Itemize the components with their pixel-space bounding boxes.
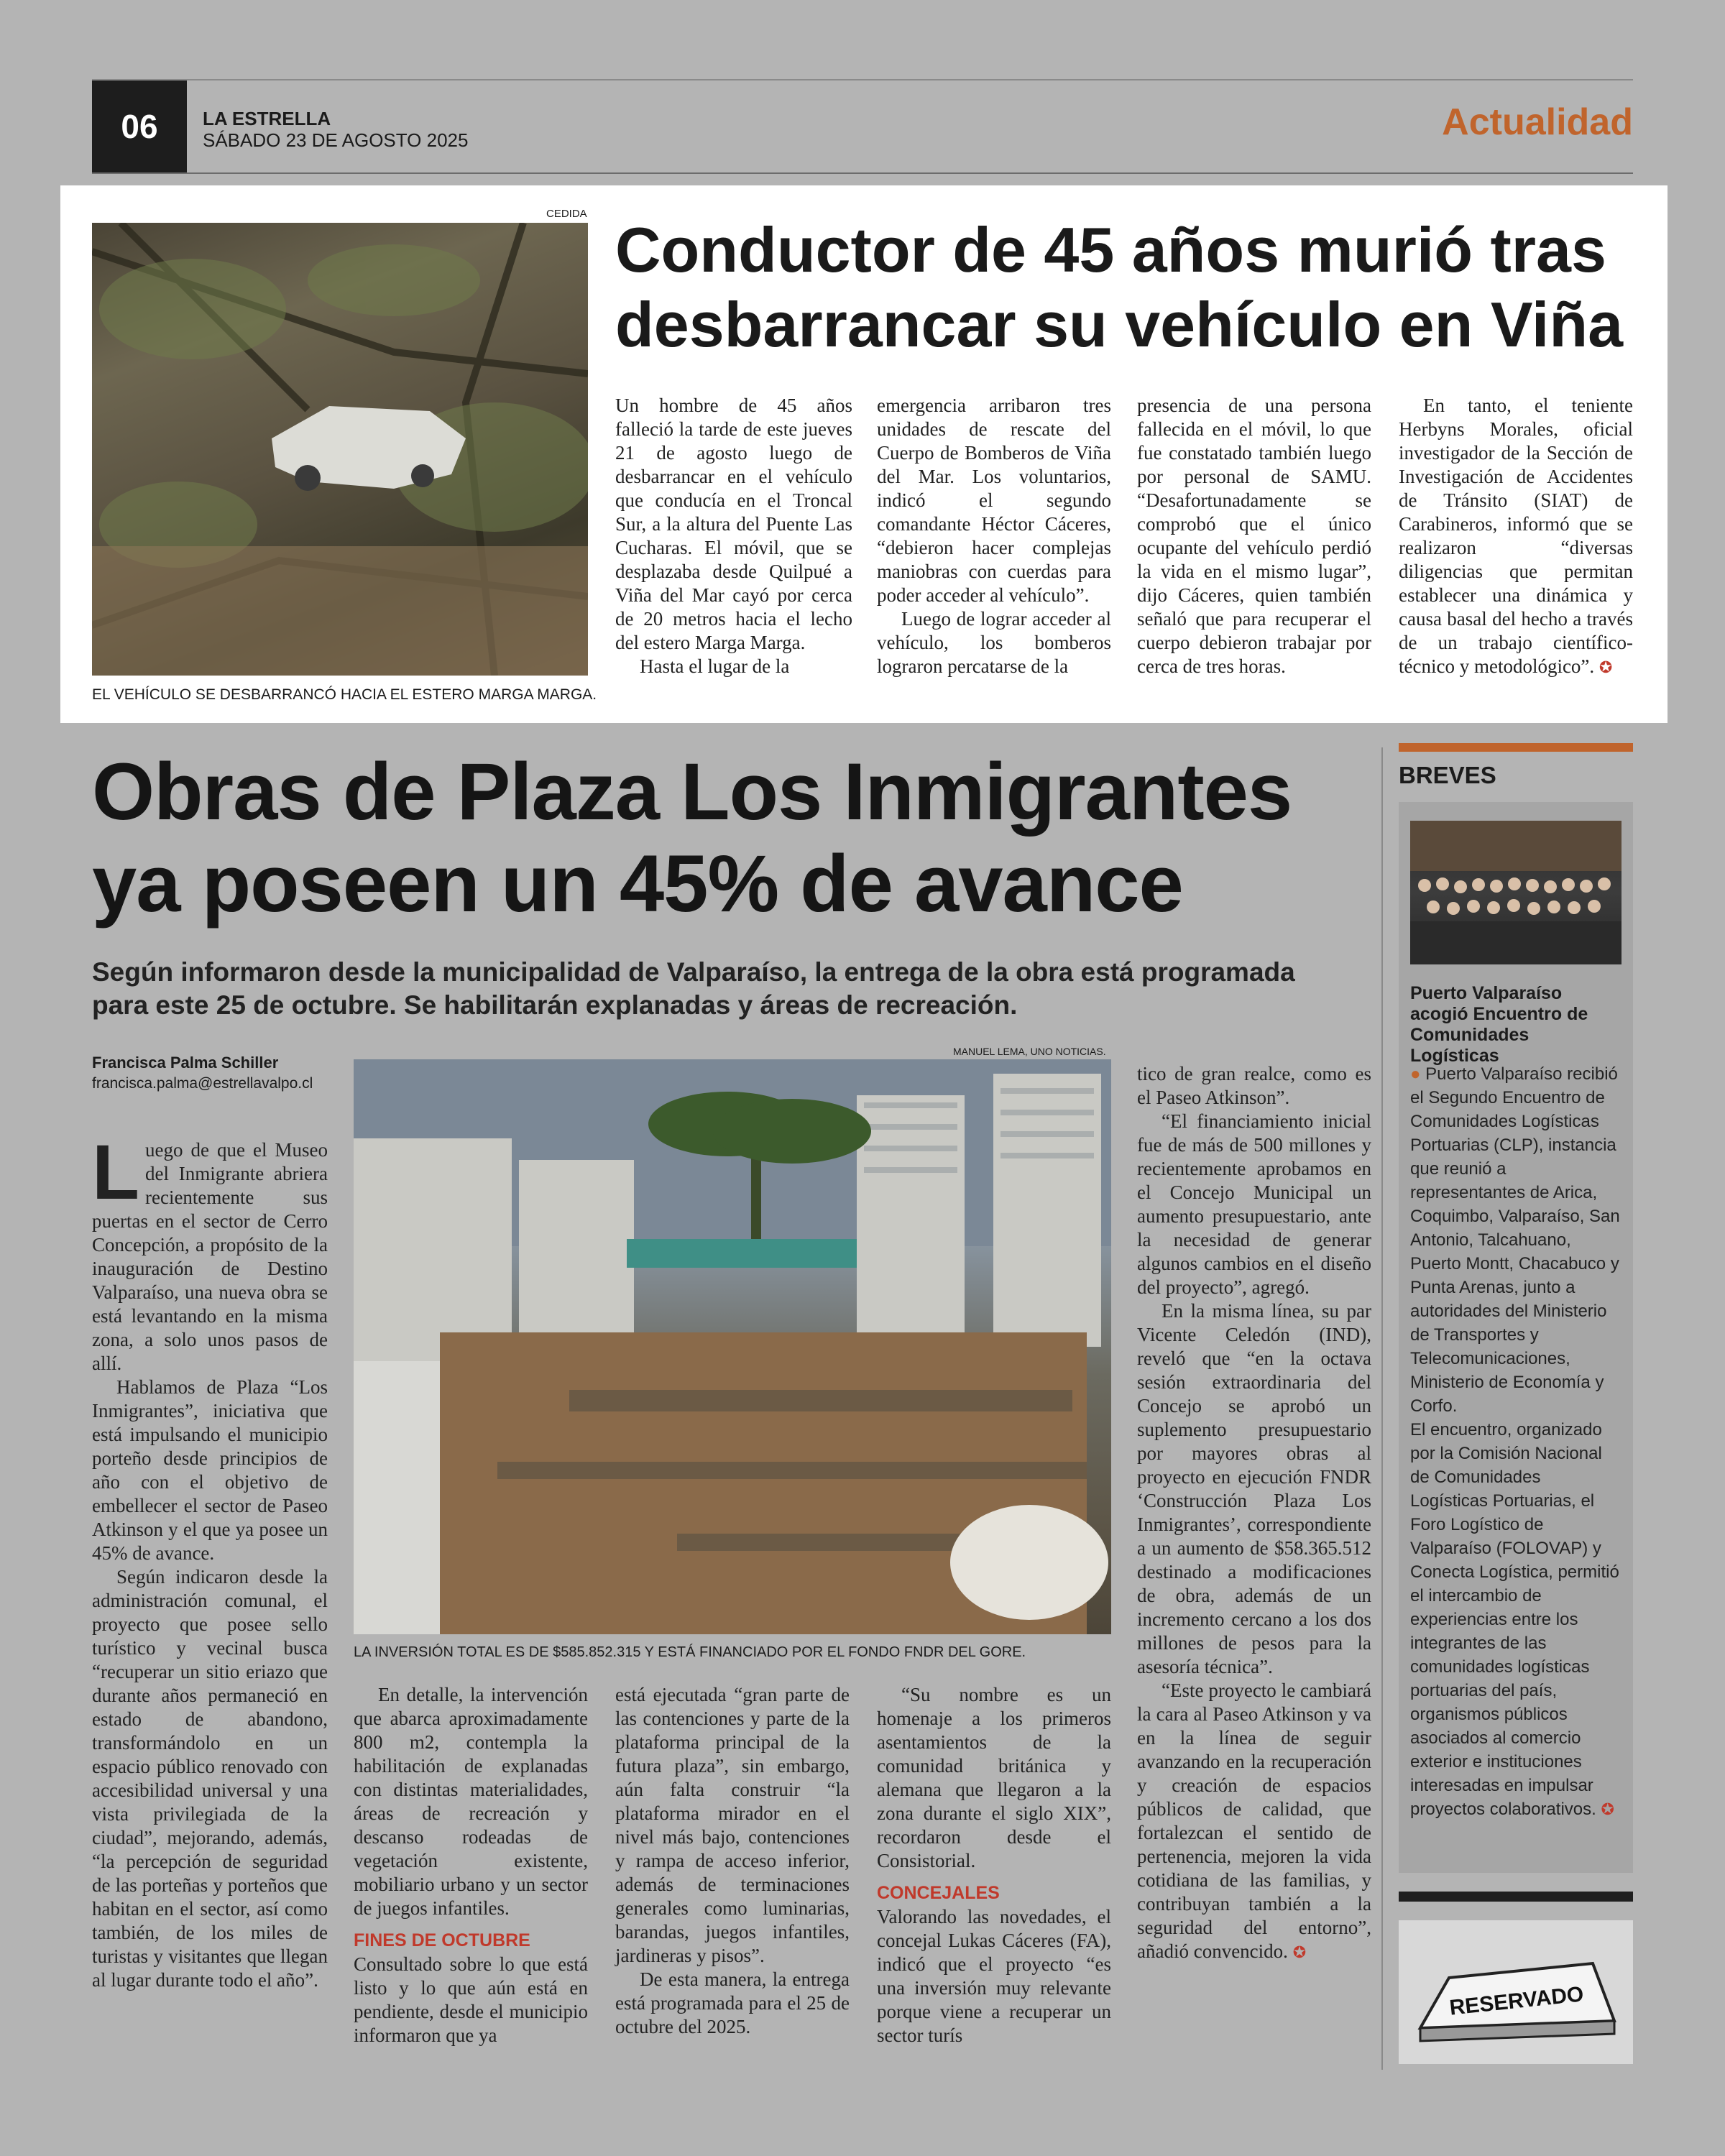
paragraph: Luego de lograr acceder al vehículo, los bomberos lograron percatarse de la	[877, 608, 1111, 677]
top-article-col-3	[1137, 394, 1371, 678]
subheading-fines-de-octubre: FINES DE OCTUBRE	[354, 1930, 530, 1950]
crash-photo	[92, 223, 588, 676]
paragraph: uego de que el Museo del Inmigrante abriera recientemente sus puertas en el sector de Cerro Concepción, a propósito de la inauguración de Destino Valparaíso, una nueva obra se está levantando en la misma zona, a solo unos pasos de allí.	[92, 1139, 328, 1374]
top-article-col-2	[877, 394, 1111, 678]
reserved-sign-label: RESERVADO	[1448, 1982, 1585, 2020]
section-label: Actualidad	[1442, 101, 1633, 143]
header-top-rule	[92, 79, 1633, 80]
paragraph: “Este proyecto le cambiará la cara al Paseo Atkinson y va en la línea de seguir avanzando en la recuperación y creación de espacios públicos de calidad, que fortalezcan el sentido de pertenencia, mejoren la vida cotidiana de las familias, y contribuyan también a la seguridad del entorno”, añadió convencido.	[1137, 1680, 1371, 1962]
breves-body	[1410, 1062, 1622, 1822]
paragraph: Valorando las novedades, el concejal Lukas Cáceres (FA), indicó que el proyecto “es una inversión muy relevante porque viene a recuperar un sector turís	[877, 1906, 1111, 2046]
issue-date: SÁBADO 23 DE AGOSTO 2025	[203, 129, 469, 151]
top-photo-credit: CEDIDA	[546, 208, 587, 220]
top-article-col-4	[1399, 394, 1633, 680]
end-mark-icon: ✪	[1601, 1801, 1614, 1819]
main-article-col-4	[877, 1683, 1111, 2047]
page-number: 06	[92, 80, 187, 172]
paragraph: está ejecutada “gran parte de las contenciones y parte de la plataforma principal de la futura plaza”, sin embargo, aún falta construir “la plataforma mirador en el nivel más bajo, contenciones y rampa de acceso inferior, además de terminaciones generales como luminarias, barandas, juegos infantiles, jardineras y pisos”.	[615, 1684, 850, 1966]
paragraph: Según indicaron desde la administración comunal, el proyecto que posee sello turístico y vecinal busca “recuperar un sitio eriazo que durante años permaneció en estado de abandono, transformándolo en un espacio público renovado con accesibilidad universal y una vista privilegiada de la ciudad”, mejorando, además, “la percepción de seguridad de las porteñas y porteños que habitan en el sector, así como también, de los miles de turistas y visitantes que llegan al lugar durante todo el año”.	[92, 1566, 328, 1991]
main-article-col-5	[1137, 1062, 1371, 1965]
paragraph: emergencia arribaron tres unidades de rescate del Cuerpo de Bomberos de Viña del Mar. Los voluntarios, indicó el segundo comandante Héctor Cáceres, “debieron hacer complejas maniobras con cuerdas para poder acceder al vehículo”.	[877, 395, 1111, 606]
paragraph: El encuentro, organizado por la Comisión Nacional de Comunidades Logísticas Portuarias, el Foro Logístico de Valparaíso (FOLOVAP) y Conecta Logística, permitió el intercambio de experiencias entre los integrantes de las comunidades logísticas portuarias del país, organismos públicos asociados al comercio exterior e instituciones interesadas en impulsar proyectos colaborativos.	[1410, 1420, 1619, 1819]
paragraph: En la misma línea, su par Vicente Celedón (IND), reveló que “en la octava sesión extraordinaria del Concejo se aprobó un suplemento presupuestario por mayores obras al proyecto en ejecución FNDR ‘Construcción Plaza Los Inmigrantes’, correspondiente a un aumento de $58.365.512 destinado a modificaciones de obra, además de un incremento cercano a los dos millones de pesos para la asesoría técnica”.	[1137, 1300, 1371, 1677]
main-photo-credit: MANUEL LEMA, UNO NOTICIAS.	[953, 1046, 1106, 1057]
group-photo	[1410, 821, 1622, 964]
main-photo-caption: LA INVERSIÓN TOTAL ES DE $585.852.315 Y ESTÁ FINANCIADO POR EL FONDO FNDR DEL GORE.	[354, 1644, 1026, 1660]
paragraph: En detalle, la intervención que abarca aproximadamente 800 m2, contempla la habilitación de explanadas con distintas materialidades, áreas de recreación y descanso rodeadas de vegetación existente, mobiliario urbano y un sector de juegos infantiles.	[354, 1684, 588, 1919]
paragraph: presencia de una persona fallecida en el móvil, lo que fue constatado también luego por personal de SAMU. “Desafortunadamente se comprobó que el único ocupante del vehículo perdió la vida en el mismo lugar”, dijo Cáceres, quien también señaló que para recuperar el cuerpo debieron trabajar por cerca de tres horas.	[1137, 395, 1371, 677]
newspaper-name: LA ESTRELLA	[203, 108, 331, 129]
paragraph: En tanto, el teniente Herbyns Morales, oficial investigador de la Sección de Investigación de Accidentes de Tránsito (SIAT) de Carabineros, informó que se realizaron “diversas diligencias que permitan establecer una dinámica y causa basal del hecho a través de un trabajo científico-técnico y metodológico”.	[1399, 395, 1633, 677]
main-headline: Obras de Plaza Los Inmigrantes ya poseen un 45% de avance	[92, 747, 1292, 929]
main-subheadline: Según informaron desde la municipalidad de Valparaíso, la entrega de la obra está programada para este 25 de octubre. Se habilitarán explanadas y áreas de recreación.	[92, 957, 1295, 1020]
end-mark-icon: ✪	[1292, 1944, 1307, 1962]
paragraph: Hasta el lugar de la	[640, 655, 790, 677]
subheading-concejales: CONCEJALES	[877, 1883, 1000, 1903]
sidebar-bottom-bar	[1399, 1892, 1633, 1902]
paragraph: Un hombre de 45 años falleció la tarde de este jueves 21 de agosto luego de desbarrancar en el vehículo que conducía en el Troncal Sur, a la altura del Puente Las Cucharas. El móvil, que se desplazaba desde Quilpué a Viña del Mar cayó por cerca de 20 metros hacia el lecho del estero Marga Marga.	[615, 395, 852, 653]
top-article-col-1	[615, 394, 852, 678]
end-mark-icon: ✪	[1598, 659, 1613, 677]
plaza-construction-photo	[354, 1059, 1111, 1634]
header-rule	[92, 172, 1633, 174]
paragraph: tico de gran realce, como es el Paseo Atkinson”.	[1137, 1063, 1371, 1108]
main-article-col-1	[92, 1128, 328, 1992]
top-photo-caption: EL VEHÍCULO SE DESBARRANCÓ HACIA EL ESTERO MARGA MARGA.	[92, 686, 597, 703]
reserved-box	[1399, 1920, 1633, 2064]
sidebar-divider	[1381, 747, 1383, 2070]
bullet-icon: ●	[1410, 1064, 1421, 1084]
byline-author: Francisca Palma Schiller	[92, 1054, 279, 1072]
dropcap: L	[92, 1128, 139, 1215]
top-headline: Conductor de 45 años murió tras desbarrancar su vehículo en Viña	[615, 214, 1624, 360]
byline-email: francisca.palma@estrellavalpo.cl	[92, 1075, 313, 1092]
paragraph: “Su nombre es un homenaje a los primeros asentamientos de la comunidad británica y alemana que llegaron a la zona durante el siglo XIX”, recordaron desde el Consistorial.	[877, 1684, 1111, 1871]
breves-heading: BREVES	[1399, 762, 1496, 788]
paragraph: “El financiamiento inicial fue de más de 500 millones y recientemente aprobamos en el Concejo Municipal un aumento presupuestario, ante la necesidad de generar algunos cambios en el diseño del proyecto”, agregó.	[1137, 1110, 1371, 1298]
paragraph: Puerto Valparaíso recibió el Segundo Encuentro de Comunidades Logísticas Portuarias (CLP), instancia que reunió a representantes de Arica, Coquimbo, Valparaíso, San Antonio, Talcahuano, Puerto Montt, Chacabuco y Punta Arenas, junto a autoridades del Ministerio de Transportes y Telecomunicaciones, Ministerio de Economía y Corfo.	[1410, 1064, 1620, 1416]
main-article-col-3	[615, 1683, 850, 2039]
main-article-col-2	[354, 1683, 588, 2047]
paragraph: Hablamos de Plaza “Los Inmigrantes”, iniciativa que está impulsando el municipio porteño desde principios de año con el objetivo de embellecer el sector de Paseo Atkinson y el que ya posee un 45% de avance.	[92, 1376, 328, 1564]
paragraph: Consultado sobre lo que está listo y lo que aún está en pendiente, desde el municipio informaron que ya	[354, 1953, 588, 2046]
paragraph: De esta manera, la entrega está programada para el 25 de octubre del 2025.	[615, 1968, 850, 2037]
breves-title: Puerto Valparaíso acogió Encuentro de Comunidades Logísticas	[1410, 983, 1588, 1066]
breves-accent-bar	[1399, 743, 1633, 752]
